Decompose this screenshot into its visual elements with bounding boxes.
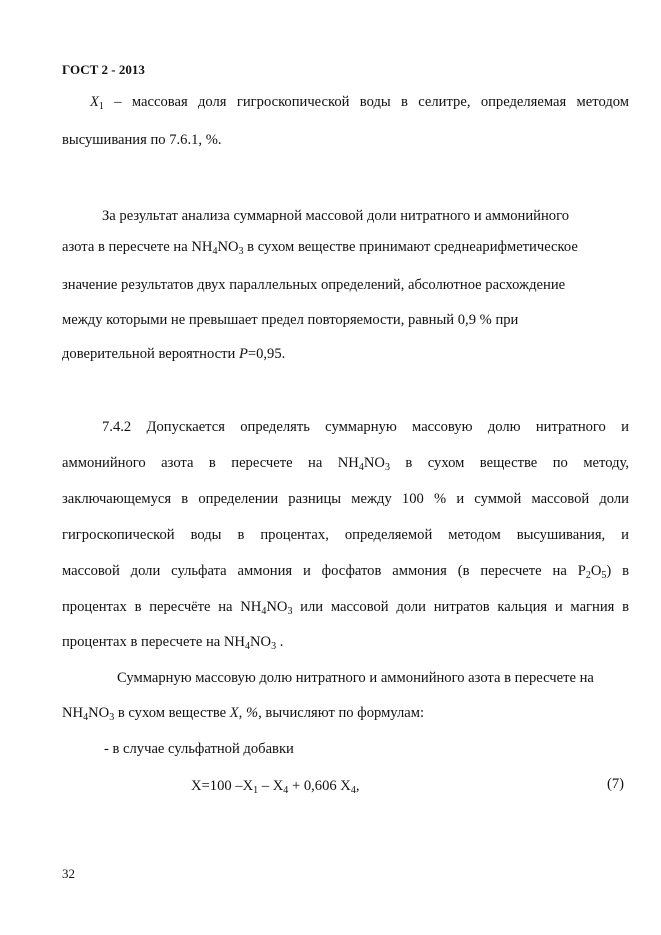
formula-number: (7) — [607, 776, 625, 792]
paragraph2-line-1: Суммарную массовую долю нитратного и аммонийного азота в пересчете на — [117, 670, 594, 686]
document-header: ГОСТ 2 - 2013 — [62, 62, 145, 77]
section-line-4: гигроскопической воды в процентах, определяемой методом высушивания, и — [62, 527, 629, 543]
paragraph2-line-2: $NH_4NO_3$ в сухом веществе X, %, вычисляют по формулам: — [62, 705, 425, 723]
section-line-6: процентах в пересчёте на $NH_4NO_3$ или массовой доли нитратов кальция и магния в — [62, 599, 629, 617]
paragraph1-line-4: между которыми не превышает предел повторяемости, равный 0,9 % при — [62, 312, 519, 328]
definition-line-2: высушивания по 7.6.1, %. — [62, 132, 222, 148]
symbol-x: X — [90, 94, 99, 110]
section-line-2: аммонийного азота в пересчете на $NH_4NO_3$ в сухом веществе по методу, — [62, 455, 629, 473]
formula-7: X=100 $-X_1 - X_4 + 0,606$ $X_4$, — [191, 778, 360, 796]
section-line-3: заключающемуся в определении разницы между 100 % и суммой массовой доли — [62, 491, 629, 507]
paragraph1-line-2: азота в пересчете на $NH_4NO_3$ в сухом веществе принимают среднеарифметическое — [62, 239, 578, 257]
section-line-1: 7.4.2 Допускается определять суммарную массовую долю нитратного и — [102, 419, 629, 435]
paragraph1-line-5: доверительной вероятности P=0,95. — [62, 346, 286, 362]
case-sulfate: - в случае сульфатной добавки — [104, 741, 294, 757]
paragraph1-line-3: значение результатов двух параллельных определений, абсолютное расхождение — [62, 277, 566, 293]
section-line-5: массовой доли сульфата аммония и фосфатов аммония (в пересчете на $P_2O_5$) в — [62, 563, 629, 581]
definition-line-1: $X_1$ – массовая доля гигроскопической воды в селитре, определяемая методом — [90, 94, 629, 112]
paragraph1-line-1: За результат анализа суммарной массовой доли нитратного и аммонийного — [102, 208, 570, 224]
section-line-7: процентах в пересчете на $NH_4NO_3$ . — [62, 634, 284, 652]
page-number: 32 — [62, 866, 75, 881]
